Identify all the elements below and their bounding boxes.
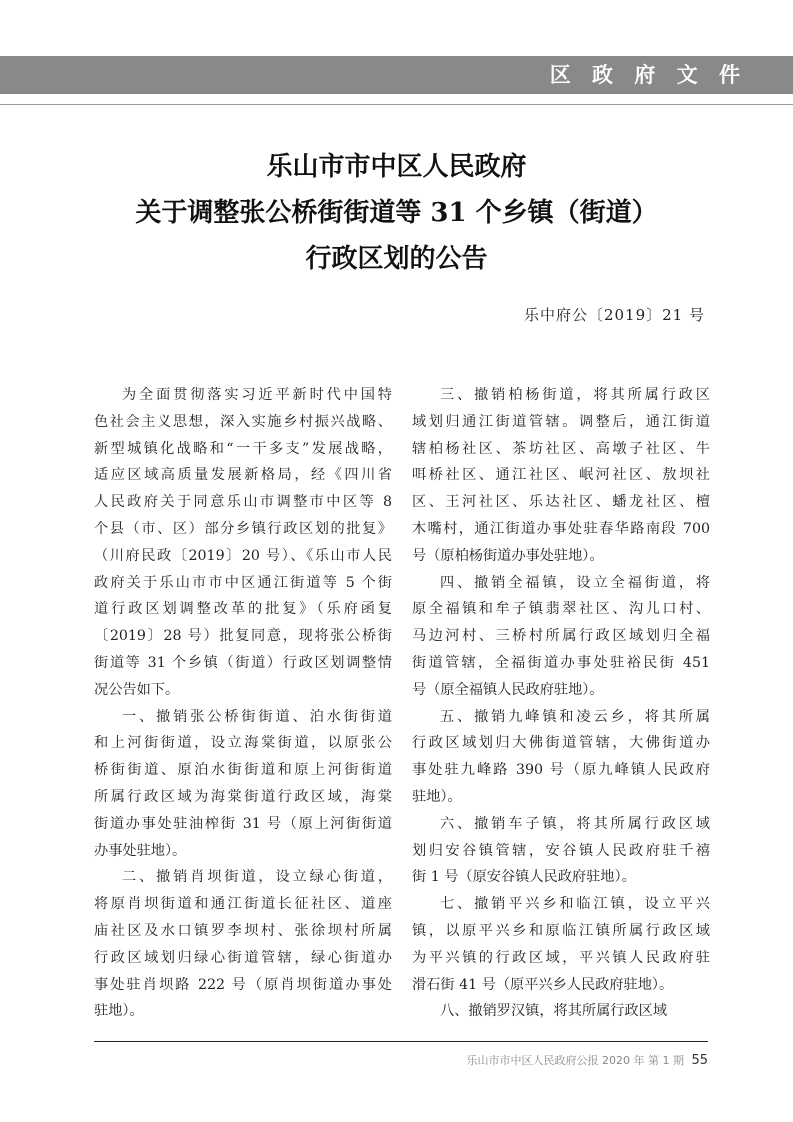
text-line: 桥街街道、原泊水街街道和原上河街街道 [94,762,392,779]
publication-info: 乐山市市中区人民政府公报 2020 年 第 1 期 [466,1054,684,1067]
text-line: 木嘴村，通江街道办事处驻春华路南段 700 [412,520,710,537]
text-line: 域划归通江街道管辖。调整后，通江街道 [412,413,710,430]
text-line: 区、王河社区、乐达社区、蟠龙社区、檀 [412,494,710,511]
text-line: 街道办事处驻油榨街 31 号（原上河街街道 [94,815,392,832]
text-line: 行政区域划归绿心街道管辖，绿心街道办 [94,949,392,966]
text-line: 辖柏杨社区、茶坊社区、高墩子社区、牛 [412,440,710,457]
text-line: 驻地）。 [94,1003,144,1020]
text-line: 街 1 号（原安谷镇人民政府驻地）。 [412,869,636,886]
document-title-line-1: 乐山市市中区人民政府 [266,152,527,182]
text-line: 马边河村、三桥村所属行政区域划归全福 [412,628,710,645]
text-line: 五、撤销九峰镇和凌云乡，将其所属 [440,708,710,725]
text-line: 号（原全福镇人民政府驻地）。 [412,681,604,698]
text-line: 庙社区及水口镇罗李坝村、张徐坝村所属 [94,922,392,939]
text-line: 二、撤销肖坝街道，设立绿心街道， [122,869,392,886]
text-line: 办事处驻地）。 [94,842,187,859]
document-number: 乐中府公〔2019〕21 号 [523,306,705,324]
text-line: 事处驻肖坝路 222 号（原肖坝街道办事处 [94,976,392,993]
text-line: 为全面贯彻落实习近平新时代中国特 [122,387,392,403]
text-line: 政府关于乐山市市中区通江街道等 5 个街 [94,574,392,591]
header-rule [0,104,793,105]
text-line: 原全福镇和牟子镇翡翠社区、沟儿口村、 [412,601,710,618]
text-line: 七、撤销平兴乡和临江镇，设立平兴 [440,896,710,913]
text-line: 划归安谷镇管辖，安谷镇人民政府驻千禧 [412,842,710,859]
text-line: 所属行政区域为海棠街道行政区域，海棠 [94,788,392,805]
footer-rule [94,1041,708,1042]
text-line: 将原肖坝街道和通江街道长征社区、道座 [94,896,392,913]
text-line: 街道管辖，全福街道办事处驻裕民街 451 [412,654,710,671]
footer [466,1052,708,1068]
text-line: （川府民政〔2019〕20 号）、《乐山市人民 [94,547,392,564]
text-line: 为平兴镇的行政区域，平兴镇人民政府驻 [412,949,710,966]
document-title-line-2: 关于调整张公桥街街道等 31 个乡镇（街道） [135,198,658,228]
text-line: 道行政区划调整改革的批复》（乐府函复 [94,601,392,618]
text-line: 驻地）。 [412,788,462,805]
text-line: 号（原柏杨街道办事处驻地）。 [412,547,604,564]
text-line: 街道等 31 个乡镇（街道）行政区划调整情 [94,654,392,671]
text-line: 〔2019〕28 号）批复同意，现将张公桥街 [94,628,392,645]
text-line: 和上河街街道，设立海棠街道，以原张公 [94,735,392,752]
text-line: 三、撤销柏杨街道，将其所属行政区 [440,387,710,403]
text-line: 况公告如下。 [94,681,180,698]
text-line: 人民政府关于同意乐山市调整市中区等 8 [94,494,392,511]
text-line: 色社会主义思想，深入实施乡村振兴战略、 [94,413,392,430]
text-line: 咡桥社区、通江社区、岷河社区、敖坝社 [412,467,710,484]
right-column [412,382,710,1025]
document-title-line-3: 行政区划的公告 [305,244,488,274]
text-line: 六、撤销车子镇，将其所属行政区域 [440,815,710,832]
page-number: 55 [691,1053,708,1068]
section-title: 区 政 府 文 件 [549,63,747,87]
text-line: 新型城镇化战略和“一干多支”发展战略， [94,440,392,457]
text-line: 四、撤销全福镇，设立全福街道，将 [440,574,710,591]
text-line: 个县（市、区）部分乡镇行政区划的批复》 [94,520,392,537]
text-line: 滑石街 41 号（原平兴乡人民政府驻地）。 [412,976,674,993]
text-line: 一、撤销张公桥街街道、泊水街街道 [122,708,392,725]
text-line: 事处驻九峰路 390 号（原九峰镇人民政府 [412,762,710,779]
text-line: 适应区域高质量发展新格局，经《四川省 [94,467,392,484]
text-line: 八、撤销罗汉镇，将其所属行政区域 [440,1003,668,1020]
left-column [94,382,392,1025]
text-line: 行政区域划归大佛街道管辖，大佛街道办 [412,735,710,752]
text-line: 镇，以原平兴乡和原临江镇所属行政区域 [412,922,710,939]
